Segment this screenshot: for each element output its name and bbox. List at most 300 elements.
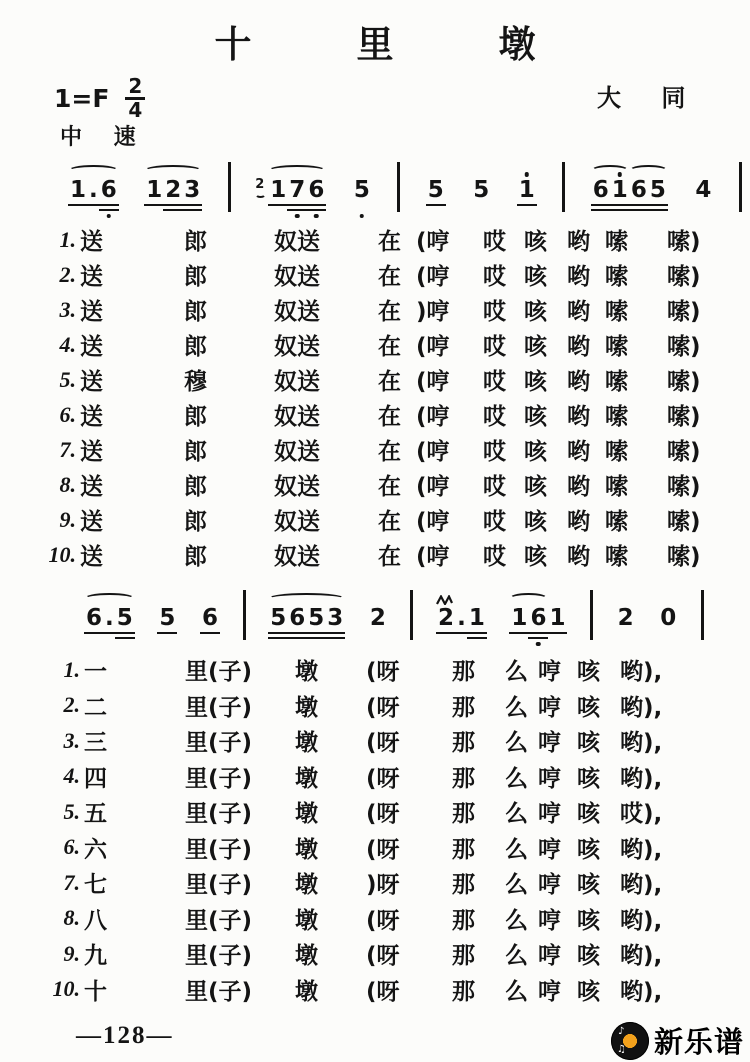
jianpu-note: 3 — [184, 179, 200, 202]
jianpu-note: 0 — [660, 605, 677, 631]
lyric-cell: 在 — [378, 544, 401, 570]
lyric-cell: 郎 — [184, 544, 207, 570]
jianpu-note: 1 — [519, 179, 535, 202]
lyric-cell: 墩 — [295, 978, 318, 1005]
mordent-icon — [436, 590, 454, 609]
octave-dot-below — [536, 642, 541, 647]
lyric-cell: 咳 — [524, 474, 547, 500]
verse-number: 4. — [59, 331, 76, 357]
lyric-cell: 郎 — [184, 229, 207, 255]
jianpu-note: 3 — [327, 605, 344, 631]
sixteenth-underline — [306, 209, 326, 212]
lyric-row — [38, 652, 710, 688]
lyric-row — [38, 292, 727, 327]
lyric-cell: (哼 — [416, 439, 450, 465]
lyric-cell: 那 — [452, 801, 475, 828]
lyric-cell: 里(子) — [185, 801, 253, 828]
lyric-cell: 哟 — [567, 229, 590, 255]
lyric-cell: 郎 — [184, 474, 207, 500]
lyric-cell: 么 — [505, 659, 528, 686]
key-signature-tonic: 1=F — [54, 84, 110, 113]
lyric-cell: 奴送 — [274, 334, 320, 360]
jianpu-note: 5 — [473, 177, 490, 203]
bar-line — [243, 590, 246, 640]
music-note-icon: ♪ — [617, 1025, 625, 1037]
lyric-cell: 嗦) — [667, 439, 701, 465]
lyric-cell: 奴送 — [274, 404, 320, 430]
lyric-cell: 咳 — [524, 334, 547, 360]
lyric-cell: (哼 — [416, 544, 450, 570]
lyric-cell: 哟), — [620, 943, 663, 970]
beam-underline — [517, 204, 537, 207]
lyric-cell: 哟 — [567, 369, 590, 395]
beam-underline — [509, 632, 567, 635]
lyric-cell: 哟 — [567, 404, 590, 430]
bar-line — [397, 162, 400, 212]
jianpu-note: 1 — [549, 605, 566, 631]
jianpu-note: . — [89, 177, 98, 203]
lyric-cell: 嗦 — [605, 334, 628, 360]
lyric-cell: 里(子) — [185, 765, 253, 792]
octave-dot-below — [107, 214, 112, 219]
lyric-cell: 那 — [452, 765, 475, 792]
lyric-row — [38, 467, 727, 502]
lyric-row — [38, 936, 710, 972]
lyric-cell: 送 — [80, 229, 103, 255]
lyric-cell: 送 — [80, 544, 103, 570]
lyric-cell: 咳 — [524, 369, 547, 395]
lyric-cell: 咳 — [524, 264, 547, 290]
sixteenth-underline — [163, 209, 183, 212]
jianpu-note: 6 — [308, 179, 324, 202]
beam-underline — [268, 632, 345, 635]
music-line-2 — [84, 590, 704, 630]
lyric-cell: 墩 — [295, 872, 318, 899]
slur-arc — [629, 165, 668, 176]
note-group — [352, 163, 372, 202]
lyric-cell: 郎 — [184, 439, 207, 465]
lyric-cell: 咳 — [577, 765, 600, 792]
lyric-cell: 五 — [84, 801, 107, 828]
verse-number: 7. — [63, 869, 80, 895]
lyric-cell: 咳 — [524, 509, 547, 535]
lyric-row — [38, 972, 710, 1008]
jianpu-note: 6 — [630, 177, 647, 203]
lyric-cell: 么 — [505, 765, 528, 792]
lyric-cell: 送 — [80, 509, 103, 535]
note-group — [436, 591, 487, 630]
bar-line — [410, 590, 413, 640]
lyric-row — [38, 865, 710, 901]
lyric-cell: 那 — [452, 907, 475, 934]
lyric-cell: 里(子) — [185, 836, 253, 863]
bar-line — [739, 162, 742, 212]
lyric-cell: (哼 — [416, 334, 450, 360]
lyric-cell: 墩 — [295, 836, 318, 863]
lyric-cell: 嗦) — [667, 509, 701, 535]
lyric-cell: 奴送 — [274, 509, 320, 535]
verse-number: 9. — [59, 506, 76, 532]
jianpu-note: 1 — [270, 177, 287, 203]
lyric-cell: 嗦) — [667, 404, 701, 430]
verse-number: 9. — [63, 940, 80, 966]
beam-underline — [157, 632, 177, 635]
lyric-cell: 哎 — [483, 334, 506, 360]
lyric-cell: 郎 — [184, 334, 207, 360]
jianpu-note: 1 — [146, 177, 163, 203]
octave-dot-below — [360, 214, 365, 219]
beam-underline — [591, 209, 668, 212]
lyric-cell: 咳 — [524, 229, 547, 255]
slur-arc — [84, 593, 135, 604]
lyric-cell: 嗦 — [605, 369, 628, 395]
vinyl-record-icon — [611, 1022, 649, 1060]
verse-number: 5. — [63, 798, 80, 824]
sixteenth-underline — [115, 637, 135, 640]
lyric-cell: 郎 — [184, 264, 207, 290]
lyric-cell: 嗦 — [605, 544, 628, 570]
lyric-row — [38, 794, 710, 830]
lyric-cell: 哟 — [567, 334, 590, 360]
lyric-cell: 在 — [378, 229, 401, 255]
lyric-cell: )呀 — [366, 872, 400, 899]
lyric-cell: 墩 — [295, 801, 318, 828]
verse-number: 6. — [63, 834, 80, 860]
lyric-cell: 那 — [452, 730, 475, 757]
lyric-cell: 墩 — [295, 943, 318, 970]
lyric-cell: (呀 — [366, 978, 400, 1005]
lyric-cell: 哼 — [538, 836, 561, 863]
lyric-cell: 嗦) — [667, 369, 701, 395]
key-signature — [54, 76, 145, 121]
beam-underline — [144, 204, 202, 207]
lyric-cell: 嗦 — [605, 264, 628, 290]
lyric-cell: 奴送 — [274, 474, 320, 500]
lyric-cell: 郎 — [184, 509, 207, 535]
jianpu-note: 6 — [592, 177, 609, 203]
lyric-cell: 九 — [84, 943, 107, 970]
lyric-row — [38, 901, 710, 937]
lyric-row — [38, 327, 727, 362]
lyric-cell: 四 — [84, 765, 107, 792]
beam-underline — [200, 632, 220, 635]
lyric-cell: 咳 — [577, 836, 600, 863]
song-title: 十 里 墩 — [214, 23, 570, 66]
sixteenth-underline — [99, 209, 119, 212]
lyric-cell: 哎 — [483, 229, 506, 255]
note-group — [144, 163, 202, 202]
lyric-cell: 八 — [84, 907, 107, 934]
verse-number: 3. — [59, 296, 76, 322]
verse-block-1 — [38, 222, 727, 572]
lyric-cell: 墩 — [295, 730, 318, 757]
lyric-row — [38, 362, 727, 397]
lyric-cell: (呀 — [366, 943, 400, 970]
lyric-row — [38, 432, 727, 467]
note-group — [368, 591, 388, 630]
jianpu-note: 4 — [695, 177, 712, 203]
note-group — [157, 591, 177, 630]
jianpu-note: 5 — [308, 605, 325, 631]
verse-number: 6. — [59, 401, 76, 427]
lyric-cell: 里(子) — [185, 907, 253, 934]
lyric-cell: 哟 — [567, 264, 590, 290]
lyric-cell: 墩 — [295, 659, 318, 686]
lyric-cell: 哟), — [620, 907, 663, 934]
bar-line — [228, 162, 231, 212]
beam-underline — [268, 637, 345, 640]
beam-underline — [436, 632, 487, 635]
lyric-cell: 奴送 — [274, 439, 320, 465]
lyric-cell: 奴送 — [274, 544, 320, 570]
lyric-cell: 哼 — [538, 765, 561, 792]
lyric-cell: 送 — [80, 264, 103, 290]
lyric-cell: 咳 — [577, 907, 600, 934]
jianpu-note: 5 — [427, 177, 444, 203]
lyric-cell: 送 — [80, 334, 103, 360]
lyric-cell: (呀 — [366, 659, 400, 686]
lyric-cell: 哟), — [620, 659, 663, 686]
lyric-row — [38, 222, 727, 257]
lyric-cell: 咳 — [524, 544, 547, 570]
jianpu-note: 2 — [165, 179, 181, 202]
lyric-cell: 七 — [84, 872, 107, 899]
sixteenth-underline — [287, 209, 307, 212]
lyric-cell: 哼 — [538, 872, 561, 899]
verse-number: 2. — [59, 261, 76, 287]
time-signature-numerator: 2 — [125, 76, 145, 100]
lyric-cell: (哼 — [416, 369, 450, 395]
lyric-row — [38, 537, 727, 572]
lyric-cell: 里(子) — [185, 943, 253, 970]
lyric-cell: (呀 — [366, 907, 400, 934]
time-signature-denominator: 4 — [128, 98, 143, 122]
tempo-marking: 中 速 — [60, 125, 148, 150]
lyric-cell: 在 — [378, 299, 401, 325]
lyric-row — [38, 257, 727, 292]
verse-number: 3. — [63, 727, 80, 753]
lyric-cell: 那 — [452, 836, 475, 863]
lyric-cell: 咳 — [577, 694, 600, 721]
lyric-cell: 在 — [378, 474, 401, 500]
jianpu-note: 1 — [469, 607, 485, 630]
jianpu-note: 1 — [612, 179, 628, 202]
grace-note: 2 — [255, 177, 265, 192]
lyric-cell: 哎 — [483, 299, 506, 325]
lyric-cell: 那 — [452, 943, 475, 970]
sixteenth-underline — [528, 637, 548, 640]
lyric-cell: 哟 — [567, 509, 590, 535]
note-group — [268, 591, 345, 630]
lyric-cell: 墩 — [295, 907, 318, 934]
verse-number: 5. — [59, 366, 76, 392]
verse-number: 7. — [59, 436, 76, 462]
lyric-cell: 送 — [80, 404, 103, 430]
lyric-cell: 么 — [505, 836, 528, 863]
lyric-cell: 么 — [505, 978, 528, 1005]
note-group — [68, 163, 119, 202]
lyric-cell: 哟 — [567, 474, 590, 500]
jianpu-note: 6 — [86, 605, 103, 631]
lyric-cell: 在 — [378, 509, 401, 535]
sixteenth-underline — [467, 637, 487, 640]
beam-underline — [268, 204, 326, 207]
slur-arc — [268, 165, 326, 176]
lyric-cell: 嗦 — [605, 229, 628, 255]
jianpu-note: 5 — [270, 605, 287, 631]
lyric-cell: 里(子) — [185, 872, 253, 899]
lyric-cell: 么 — [505, 943, 528, 970]
lyric-cell: 那 — [452, 694, 475, 721]
lyric-cell: 那 — [452, 659, 475, 686]
lyric-cell: 奴送 — [274, 299, 320, 325]
lyric-cell: (呀 — [366, 801, 400, 828]
lyric-cell: 里(子) — [185, 978, 253, 1005]
lyric-cell: 哟), — [620, 765, 663, 792]
verse-number: 1. — [63, 656, 80, 682]
publisher-logo-text: 新乐谱 — [653, 1025, 744, 1059]
publisher-logo — [611, 1020, 744, 1061]
jianpu-note: 6 — [530, 607, 546, 630]
lyric-cell: 穆 — [184, 369, 207, 395]
lyric-cell: 郎 — [184, 299, 207, 325]
verse-number: 10. — [48, 541, 76, 567]
jianpu-note: 1 — [511, 605, 528, 631]
lyric-cell: 送 — [80, 439, 103, 465]
jianpu-note: 6 — [201, 605, 218, 631]
lyric-cell: 哎 — [483, 509, 506, 535]
lyric-cell: 嗦) — [667, 474, 701, 500]
lyric-cell: 咳 — [577, 801, 600, 828]
beam-underline — [591, 204, 668, 207]
lyric-cell: (呀 — [366, 765, 400, 792]
lyric-cell: 咳 — [524, 299, 547, 325]
lyric-cell: 嗦 — [605, 474, 628, 500]
lyric-cell: 里(子) — [185, 694, 253, 721]
lyric-cell: 里(子) — [185, 730, 253, 757]
note-group — [200, 591, 220, 630]
lyric-row — [38, 397, 727, 432]
lyric-cell: 哟), — [620, 836, 663, 863]
jianpu-note: 6 — [101, 179, 117, 202]
slur-arc — [144, 165, 202, 176]
lyric-cell: 在 — [378, 439, 401, 465]
octave-dot-below — [295, 214, 300, 219]
lyric-cell: 二 — [84, 694, 107, 721]
lyric-cell: 郎 — [184, 404, 207, 430]
lyric-cell: 咳 — [524, 439, 547, 465]
lyric-cell: 哼 — [538, 730, 561, 757]
jianpu-note: 2 — [617, 605, 634, 631]
bar-line — [701, 590, 704, 640]
jianpu-note: 2 — [438, 605, 455, 631]
lyric-cell: 嗦 — [605, 404, 628, 430]
lyric-cell: 咳 — [577, 943, 600, 970]
note-group — [591, 163, 668, 202]
lyric-cell: 哟), — [620, 694, 663, 721]
lyric-cell: 哎 — [483, 474, 506, 500]
slur-arc — [268, 593, 345, 604]
verse-number: 2. — [63, 692, 80, 718]
lyric-cell: 哎 — [483, 369, 506, 395]
jianpu-note: 5 — [354, 179, 370, 202]
lyric-cell: 嗦) — [667, 264, 701, 290]
jianpu-note: 2 — [369, 605, 386, 631]
jianpu-note: 7 — [289, 179, 305, 202]
lyric-cell: 奴送 — [274, 229, 320, 255]
lyric-cell: 嗦) — [667, 334, 701, 360]
lyric-cell: )哼 — [416, 299, 450, 325]
verse-number: 1. — [59, 226, 76, 252]
lyric-row — [38, 688, 710, 724]
lyric-cell: 送 — [80, 299, 103, 325]
verse-number: 8. — [59, 471, 76, 497]
lyric-cell: 嗦 — [605, 439, 628, 465]
lyric-cell: 么 — [505, 730, 528, 757]
lyric-cell: (呀 — [366, 694, 400, 721]
lyric-cell: 么 — [505, 801, 528, 828]
page-number: —128— — [76, 1022, 174, 1049]
jianpu-note: 5 — [649, 177, 666, 203]
lyric-cell: 在 — [378, 264, 401, 290]
lyric-cell: 哎 — [483, 439, 506, 465]
lyric-cell: (呀 — [366, 730, 400, 757]
lyric-cell: 六 — [84, 836, 107, 863]
lyric-cell: 咳 — [577, 730, 600, 757]
beam-underline — [84, 632, 135, 635]
lyric-cell: 嗦 — [605, 299, 628, 325]
lyric-cell: (呀 — [366, 836, 400, 863]
note-group — [693, 163, 713, 202]
lyric-cell: 么 — [505, 907, 528, 934]
lyric-row — [38, 759, 710, 795]
lyric-cell: 嗦) — [667, 229, 701, 255]
verse-number: 10. — [52, 976, 80, 1002]
beam-underline — [68, 204, 119, 207]
verse-number: 4. — [63, 763, 80, 789]
slur-arc — [591, 165, 630, 176]
lyric-cell: 哼 — [538, 659, 561, 686]
lyric-cell: 哟), — [620, 872, 663, 899]
composer-credit: 大 同 — [597, 84, 702, 112]
grace-tie-icon — [255, 191, 266, 198]
lyric-cell: 咳 — [524, 404, 547, 430]
note-group — [658, 591, 678, 630]
note-group — [471, 163, 491, 202]
octave-dot-below — [314, 214, 319, 219]
verse-number: 8. — [63, 905, 80, 931]
lyric-cell: 在 — [378, 369, 401, 395]
music-line-1 — [68, 162, 742, 202]
note-group — [616, 591, 636, 630]
lyric-cell: 咳 — [577, 872, 600, 899]
lyric-cell: 哎 — [483, 544, 506, 570]
lyric-cell: 三 — [84, 730, 107, 757]
lyric-cell: 哟), — [620, 730, 663, 757]
lyric-cell: 那 — [452, 978, 475, 1005]
lyric-cell: (哼 — [416, 404, 450, 430]
lyric-cell: 么 — [505, 694, 528, 721]
lyric-cell: 哎 — [483, 404, 506, 430]
beam-underline — [426, 204, 446, 207]
lyric-cell: 在 — [378, 334, 401, 360]
sixteenth-underline — [182, 209, 202, 212]
lyric-cell: 那 — [452, 872, 475, 899]
jianpu-note: 6 — [289, 605, 306, 631]
lyric-cell: 哎 — [483, 264, 506, 290]
lyric-cell: 哟 — [567, 299, 590, 325]
lyric-cell: 咳 — [577, 978, 600, 1005]
